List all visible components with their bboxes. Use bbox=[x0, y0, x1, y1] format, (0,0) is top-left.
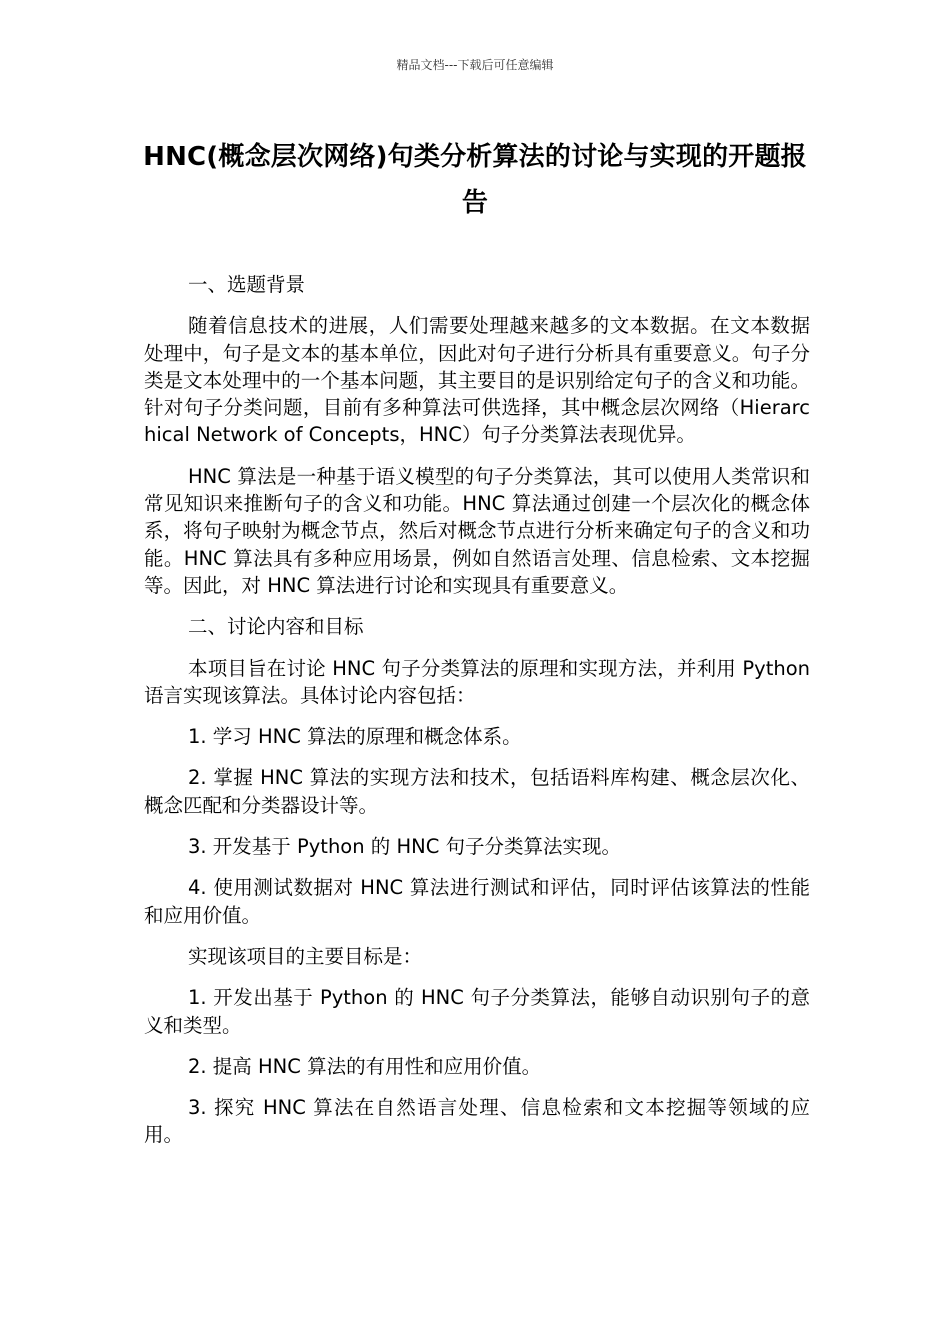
header-note: 精品文档---下载后可任意编辑 bbox=[396, 58, 554, 72]
list-item: 1. 开发出基于 Python 的 HNC 句子分类算法，能够自动识别句子的意义和类型。 bbox=[144, 986, 810, 1037]
document-body bbox=[144, 271, 810, 1163]
document-title: HNC(概念层次网络)句类分析算法的讨论与实现的开题报告 bbox=[143, 142, 807, 218]
list-item: 3. 探究 HNC 算法在自然语言处理、信息检索和文本挖掘等领域的应用。 bbox=[144, 1096, 810, 1147]
paragraph: 实现该项目的主要目标是： bbox=[188, 944, 423, 968]
list-item: 2. 掌握 HNC 算法的实现方法和技术，包括语料库构建、概念层次化、概念匹配和分类器设计等。 bbox=[144, 766, 810, 817]
paragraph: HNC 算法是一种基于语义模型的句子分类算法，其可以使用人类常识和常见知识来推断句子的含义和功能。HNC 算法通过创建一个层次化的概念体系，将句子映射为概念节点，然后对概念节点进行分析来确定句子的含义和功能。HNC 算法具有多种应用场景，例如自然语言处理、信息检索、文本挖掘等。因此，对 HNC 算法进行讨论和实现具有重要意义。 bbox=[144, 464, 810, 597]
list-item: 4. 使用测试数据对 HNC 算法进行测试和评估，同时评估该算法的性能和应用价值。 bbox=[144, 876, 810, 927]
list-item: 2. 提高 HNC 算法的有用性和应用价值。 bbox=[188, 1054, 542, 1078]
list-item: 3. 开发基于 Python 的 HNC 句子分类算法实现。 bbox=[188, 835, 622, 859]
paragraph: 本项目旨在讨论 HNC 句子分类算法的原理和实现方法，并利用 Python 语言实现该算法。具体讨论内容包括： bbox=[144, 656, 810, 707]
section-heading-content-goals: 二、讨论内容和目标 bbox=[188, 615, 364, 639]
paragraph: 随着信息技术的进展，人们需要处理越来越多的文本数据。在文本数据处理中，句子是文本的基本单位，因此对句子进行分析具有重要意义。句子分类是文本处理中的一个基本问题，其主要目的是识别给定句子的含义和功能。针对句子分类问题，目前有多种算法可供选择，其中概念层次网络（Hierarchical Network of Concepts，HNC）句子分类算法表现优异。 bbox=[144, 314, 810, 447]
section-heading-background: 一、选题背景 bbox=[188, 273, 306, 296]
list-item: 1. 学习 HNC 算法的原理和概念体系。 bbox=[188, 725, 522, 749]
